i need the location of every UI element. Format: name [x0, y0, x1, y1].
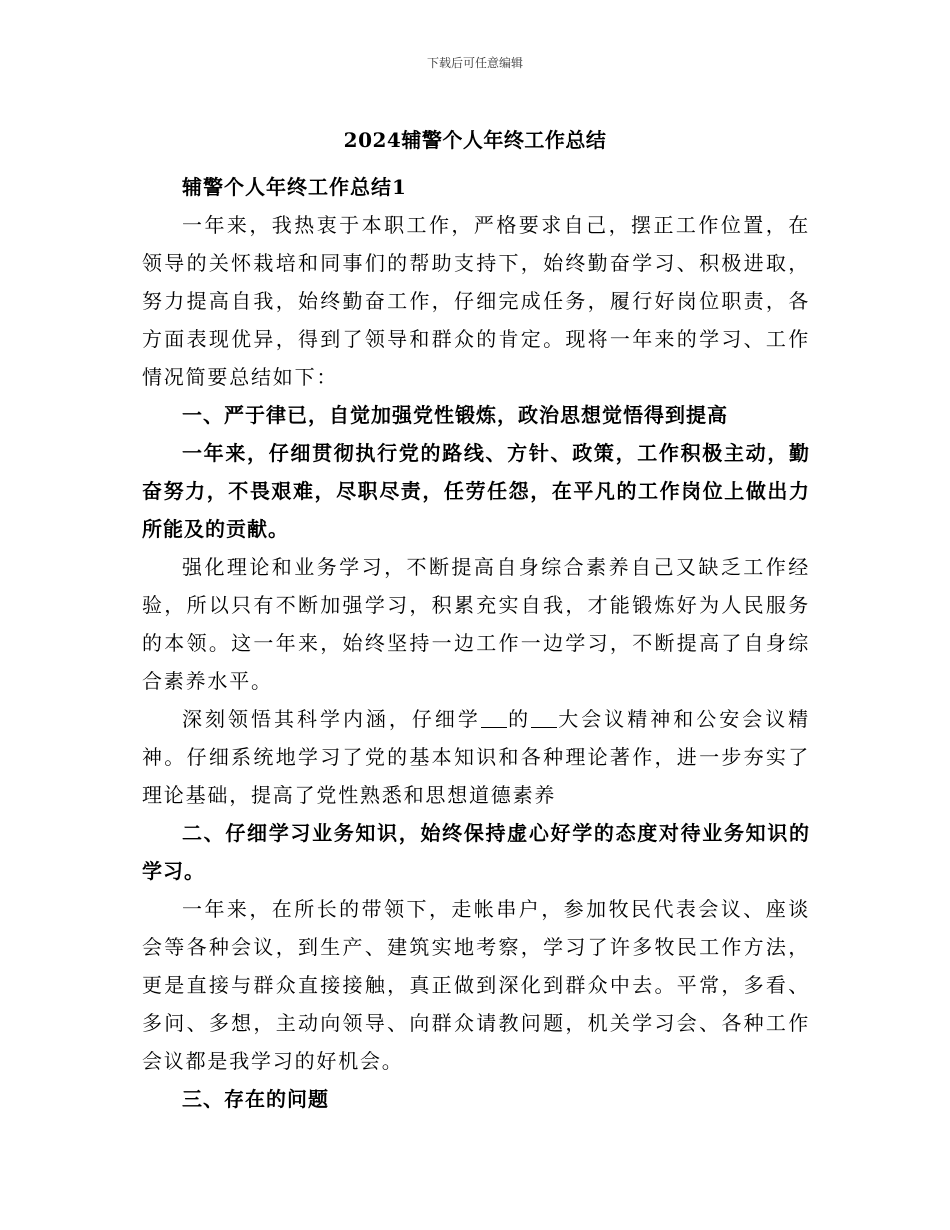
- document-title: 2024辅警个人年终工作总结: [343, 128, 607, 152]
- section-2-body: 一年来，在所长的带领下，走帐串户，参加牧民代表会议、座谈会等各种会议，到生产、建筑实地考察，学习了许多牧民工作方法，更是直接与群众直接接触，真正做到深化到群众中去。平常，多看、多问、多想，主动向领导、向群众请教问题，机关学习会、各种工作会议都是我学习的好机会。: [142, 897, 810, 1073]
- section-1-body: 一年来，仔细贯彻执行党的路线、方针、政策，工作积极主动，勤奋努力，不畏艰难，尽职尽责，任劳任怨，在平凡的工作岗位上做出力所能及的贡献。: [142, 441, 810, 541]
- document-body: [142, 168, 810, 1118]
- blank-line: [531, 707, 557, 728]
- theory-part-2: 的: [506, 707, 532, 731]
- section-heading-2: 二、仔细学习业务知识，始终保持虚心好学的态度对待业务知识的学习。: [142, 821, 810, 883]
- theory-paragraph: [142, 700, 810, 814]
- blank-line: [481, 707, 507, 728]
- section-heading-1: 一、严于律已，自觉加强党性锻炼，政治思想觉悟得到提高: [182, 403, 728, 427]
- intro-paragraph: 一年来，我热衷于本职工作，严格要求自己，摆正工作位置，在领导的关怀栽培和同事们的帮助支持下，始终勤奋学习、积极进取，努力提高自我，始终勤奋工作，仔细完成任务，履行好岗位职责，各方面表现优异，得到了领导和群众的肯定。现将一年来的学习、工作情况简要总结如下：: [142, 213, 810, 389]
- header-note: 下载后可任意编辑: [426, 56, 523, 70]
- theory-part-3: 大会议精神和公安会议精神。仔细系统地学习了党的基本知识和各种理论著作，进一步夯实了理论基础，提高了党性熟悉和思想道德素养: [142, 707, 810, 807]
- subtitle: 辅警个人年终工作总结1: [182, 175, 407, 199]
- study-paragraph: 强化理论和业务学习，不断提高自身综合素养自己又缺乏工作经验，所以只有不断加强学习，积累充实自我，才能锻炼好为人民服务的本领。这一年来，始终坚持一边工作一边学习，不断提高了自身综合素养水平。: [142, 555, 810, 693]
- section-heading-3: 三、存在的问题: [182, 1087, 329, 1111]
- theory-part-1: 深刻领悟其科学内涵，仔细学: [182, 707, 481, 731]
